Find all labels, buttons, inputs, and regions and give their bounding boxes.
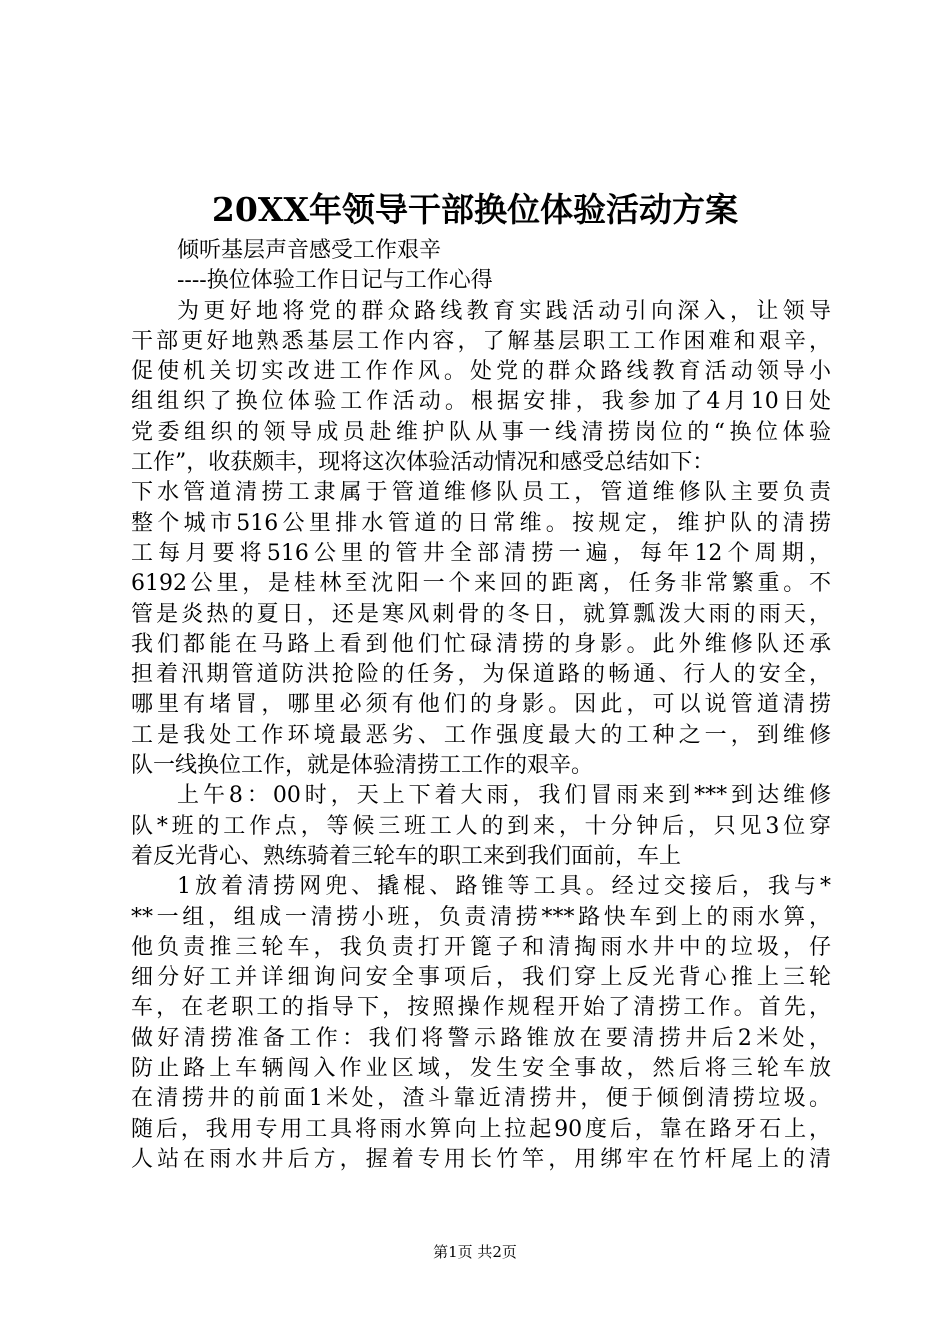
paragraph-line: 防止路上车辆闯入作业区域，发生安全事故，然后将三轮车放 (131, 1056, 831, 1082)
paragraph-line: 为更好地将党的群众路线教育实践活动引向深入，让领导 (177, 298, 831, 324)
paragraph-line: 细分好工并详细询问安全事项后，我们穿上反光背心推上三轮 (131, 965, 831, 991)
paragraph-line: 组组织了换位体验工作活动。根据安排，我参加了4月10日处 (131, 389, 831, 415)
paragraph-line: **一组，组成一清捞小班，负责清捞***路快车到上的雨水箅， (131, 904, 831, 930)
paragraph-line: 担着汛期管道防洪抢险的任务，为保道路的畅通、行人的安全， (131, 662, 831, 688)
paragraph-line: 下水管道清捞工隶属于管道维修队员工，管道维修队主要负责 (131, 480, 831, 506)
paragraph-line: 6192公里，是桂林至沈阳一个来回的距离，任务非常繁重。不 (131, 571, 831, 597)
paragraph-line: 着反光背心、熟练骑着三轮车的职工来到我们面前，车上 (131, 843, 682, 869)
paragraph-line: 工每月要将516公里的管井全部清捞一遍，每年12个周期， (131, 540, 831, 566)
paragraph-line: 队一线换位工作，就是体验清捞工工作的艰辛。 (131, 753, 594, 779)
paragraph-line: 人站在雨水井后方，握着专用长竹竿，用绑牢在竹杆尾上的清 (131, 1146, 831, 1172)
document-title: 20XX年领导干部换位体验活动方案 (211, 190, 739, 229)
paragraph-line: 工作”，收获颇丰，现将这次体验活动情况和感受总结如下： (131, 450, 715, 476)
paragraph-line: 哪里有堵冒，哪里必须有他们的身影。因此，可以说管道清捞 (131, 692, 831, 718)
paragraph-line: 管是炎热的夏日，还是寒风刺骨的冬日，就算瓢泼大雨的雨天， (131, 601, 831, 627)
paragraph-line: 我们都能在马路上看到他们忙碌清捞的身影。此外维修队还承 (131, 631, 831, 657)
paragraph-line: 干部更好地熟悉基层工作内容，了解基层职工工作困难和艰辛， (131, 328, 831, 354)
paragraph-line: 队*班的工作点，等候三班工人的到来，十分钟后，只见3位穿 (131, 813, 831, 839)
paragraph-line: 他负责推三轮车，我负责打开篦子和清掏雨水井中的垃圾，仔 (131, 934, 831, 960)
paragraph-line: 党委组织的领导成员赴维护队从事一线清捞岗位的“换位体验 (131, 419, 831, 445)
paragraph-line: 整个城市516公里排水管道的日常维。按规定，维护队的清捞 (131, 510, 831, 536)
page-footer: 第1页 共2页 (433, 1243, 517, 1261)
document-body (131, 236, 831, 1175)
subtitle-line: ----换位体验工作日记与工作心得 (177, 268, 493, 294)
paragraph-line: 1放着清捞网兜、撬棍、路锥等工具。经过交接后，我与* (177, 874, 831, 900)
paragraph-line: 工是我处工作环境最恶劣、工作强度最大的工种之一，到维修 (131, 722, 831, 748)
paragraph-line: 做好清捞准备工作：我们将警示路锥放在要清捞井后2米处， (131, 1025, 831, 1051)
paragraph-line: 车，在老职工的指导下，按照操作规程开始了清捞工作。首先， (131, 995, 831, 1021)
paragraph-line: 在清捞井的前面1米处，渣斗靠近清捞井，便于倾倒清捞垃圾。 (131, 1086, 831, 1112)
paragraph-line: 上午8：00时，天上下着大雨，我们冒雨来到***到达维修 (177, 783, 831, 809)
paragraph-line: 促使机关切实改进工作作风。处党的群众路线教育活动领导小 (131, 359, 831, 385)
paragraph-line: 随后，我用专用工具将雨水箅向上拉起90度后，靠在路牙石上， (131, 1116, 831, 1142)
subtitle-line: 倾听基层声音感受工作艰辛 (177, 238, 442, 263)
